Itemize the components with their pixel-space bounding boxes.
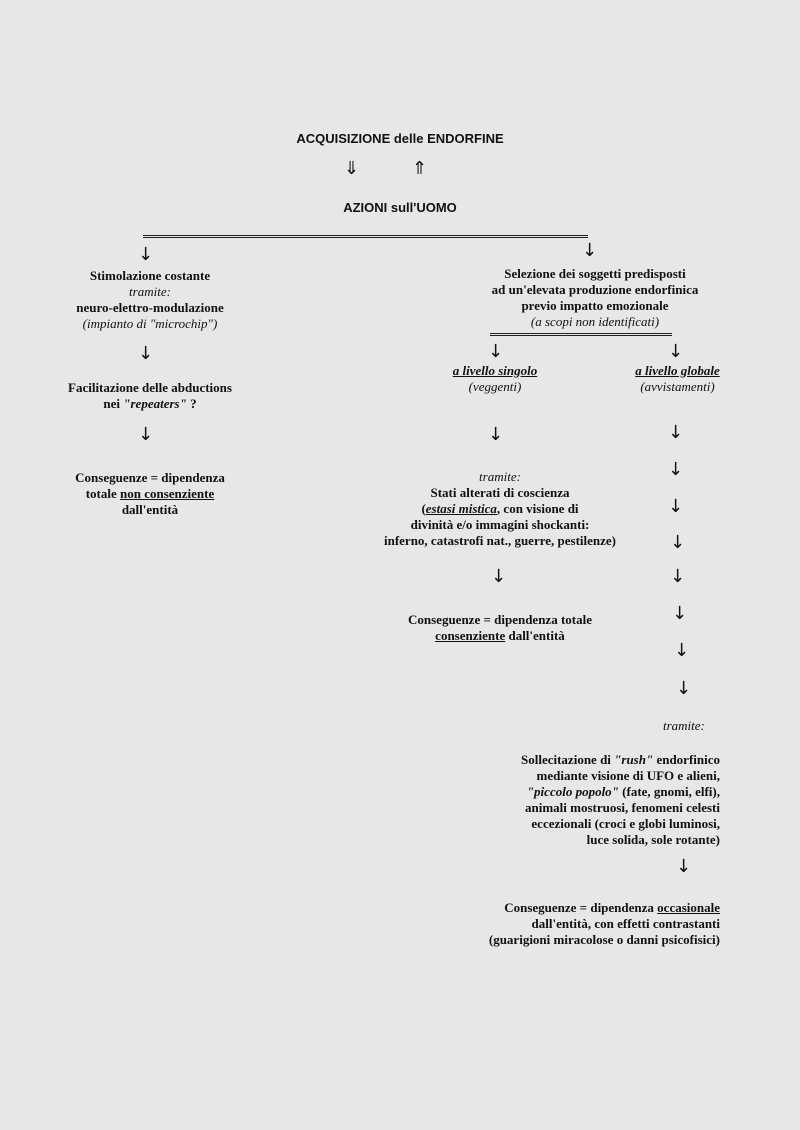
left-cons-line-2: totale non consenziente	[85, 486, 215, 501]
globale-arrow-8-icon: ↓	[676, 678, 692, 699]
right-line-2: ad un'elevata produzione endorfinica	[491, 282, 699, 297]
right-line-1: Selezione dei soggetti predisposti	[504, 266, 686, 281]
left-line-4: (impianto di "microchip")	[82, 316, 218, 331]
globale-line-6: luce solida, sole rotante)	[586, 832, 720, 847]
globale-consequence-box	[440, 900, 720, 948]
left-line-1: Stimolazione costante	[89, 268, 211, 283]
left-line-3: neuro-elettro-modulazione	[76, 300, 224, 315]
singolo-tramite: tramite:	[479, 469, 521, 484]
globale-arrow-5-icon: ↓	[670, 566, 686, 587]
left-cons-line-1: Conseguenze = dipendenza	[75, 470, 225, 485]
singolo-line-4: inferno, catastrofi nat., guerre, pestilenze)	[383, 533, 617, 548]
globale-branch-arrow-icon: ↓	[668, 341, 684, 362]
globale-arrow-7-icon: ↓	[674, 640, 690, 661]
right-branch-arrow-icon: ↓	[582, 240, 598, 261]
globale-cons-line-3: (guarigioni miracolose o danni psicofisici)	[488, 932, 720, 947]
globale-subtitle: (avvistamenti)	[640, 379, 715, 394]
singolo-branch-arrow-icon: ↓	[488, 341, 504, 362]
globale-line-3: "piccolo popolo" (fate, gnomi, elfi),	[526, 784, 720, 799]
left-line-2: tramite:	[129, 284, 171, 299]
singolo-consequence-box	[380, 612, 620, 644]
globale-line-2: mediante visione di UFO e alieni,	[536, 768, 720, 783]
up-double-arrow-icon: ⇑	[412, 158, 428, 179]
right-branch-box	[440, 266, 750, 330]
right-line-4: (a scopi non identificati)	[530, 314, 660, 329]
singolo-cons-line-2: consenziente dall'entità	[435, 628, 565, 643]
left-step-arrow-icon: ↓	[138, 343, 154, 364]
singolo-arrow-2-icon: ↓	[491, 566, 507, 587]
singolo-cons-line-1: Conseguenze = dipendenza totale	[408, 612, 592, 627]
singolo-line-2: (estasi mistica, con visione di	[421, 501, 579, 516]
globale-rush-box	[470, 752, 720, 848]
left-branch-box	[40, 268, 260, 332]
left-step2-line-2: nei "repeaters" ?	[103, 396, 197, 411]
diagram-title: ACQUISIZIONE delle ENDORFINE	[296, 131, 504, 146]
left-abductions-box	[40, 380, 260, 412]
right-split-rule	[490, 333, 672, 336]
globale-title: a livello globale	[635, 363, 720, 378]
globale-header	[610, 363, 745, 395]
left-step2-line-1: Facilitazione delle abductions	[68, 380, 232, 395]
globale-cons-line-1: Conseguenze = dipendenza occasionale	[504, 900, 720, 915]
globale-line-5: eccezionali (croci e globi luminosi,	[531, 816, 720, 831]
singolo-title: a livello singolo	[452, 363, 538, 378]
globale-line-4: animali mostruosi, fenomeni celesti	[525, 800, 720, 815]
left-cons-arrow-icon: ↓	[138, 424, 154, 445]
left-branch-arrow-icon: ↓	[138, 244, 154, 265]
right-line-3: previo impatto emozionale	[521, 298, 669, 313]
diagram-subtitle: AZIONI sull'UOMO	[343, 200, 457, 215]
left-cons-line-3: dall'entità	[121, 502, 179, 517]
globale-cons-line-2: dall'entità, con effetti contrastanti	[531, 916, 720, 931]
split-rule	[143, 235, 588, 238]
globale-arrow-6-icon: ↓	[672, 603, 688, 624]
singolo-header	[430, 363, 560, 395]
down-double-arrow-icon: ⇓	[344, 158, 360, 179]
globale-line-1: Sollecitazione di "rush" endorfinico	[521, 752, 720, 767]
globale-arrow-1-icon: ↓	[668, 422, 684, 443]
globale-tramite: tramite:	[663, 718, 705, 733]
left-consequence-box	[40, 470, 260, 518]
singolo-subtitle: (veggenti)	[468, 379, 522, 394]
globale-arrow-3-icon: ↓	[668, 496, 684, 517]
singolo-states-box	[355, 469, 645, 549]
singolo-line-1: Stati alterati di coscienza	[430, 485, 570, 500]
globale-arrow-2-icon: ↓	[668, 459, 684, 480]
globale-arrow-4-icon: ↓	[670, 532, 686, 553]
globale-arrow-9-icon: ↓	[676, 856, 692, 877]
singolo-line-3: divinità e/o immagini shockanti:	[410, 517, 590, 532]
singolo-arrow-1-icon: ↓	[488, 424, 504, 445]
